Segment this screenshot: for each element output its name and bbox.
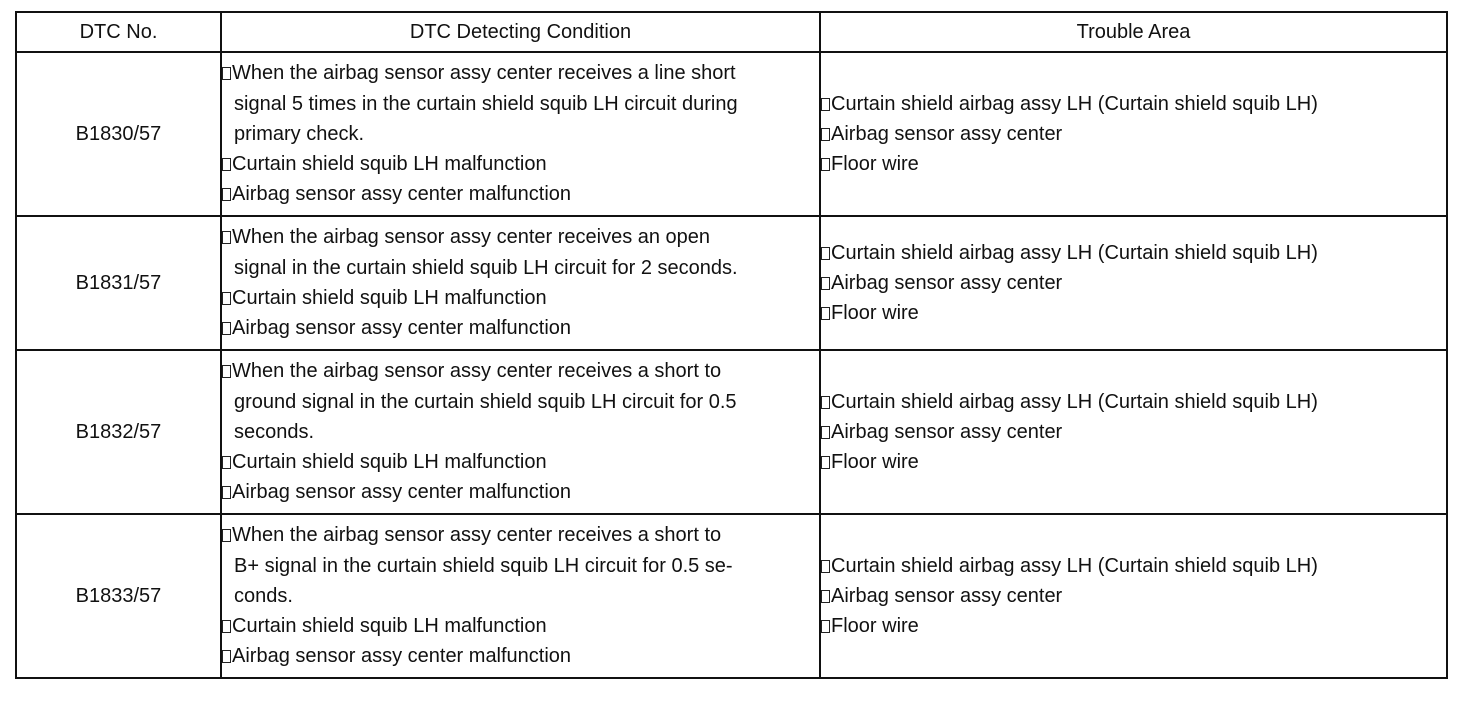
dtc-code: B1831/57 — [16, 216, 221, 350]
trouble-area-item: Airbag sensor assy center — [821, 268, 1446, 298]
checkbox-square-icon — [821, 158, 830, 171]
table-row — [16, 514, 1447, 678]
condition-item: Curtain shield squib LH malfunction — [222, 447, 819, 477]
condition-item: Curtain shield squib LH malfunction — [222, 283, 819, 313]
detecting-condition-cell — [221, 216, 820, 350]
checkbox-square-icon — [821, 247, 830, 260]
trouble-area-cell — [820, 514, 1447, 678]
condition-item: Airbag sensor assy center malfunction — [222, 313, 819, 343]
condition-continuation: conds. — [234, 584, 293, 607]
trouble-area-cell — [820, 216, 1447, 350]
checkbox-square-icon — [222, 650, 231, 663]
trouble-area-item: Floor wire — [821, 298, 1446, 328]
checkbox-square-icon — [222, 529, 231, 542]
checkbox-square-icon — [222, 67, 231, 80]
trouble-area-item: Airbag sensor assy center — [821, 119, 1446, 149]
condition-item: When the airbag sensor assy center receives a short to — [222, 356, 819, 386]
checkbox-square-icon — [821, 98, 830, 111]
checkbox-square-icon — [821, 560, 830, 573]
header-trouble-area: Trouble Area — [820, 12, 1447, 52]
condition-continuation: primary check. — [234, 122, 365, 145]
condition-item: When the airbag sensor assy center receives an open — [222, 222, 819, 252]
detecting-condition-cell — [221, 52, 820, 216]
trouble-area-item: Floor wire — [821, 149, 1446, 179]
trouble-area-item: Curtain shield airbag assy LH (Curtain shield squib LH) — [821, 89, 1446, 119]
checkbox-square-icon — [821, 620, 830, 633]
trouble-area-cell — [820, 350, 1447, 514]
condition-item: Airbag sensor assy center malfunction — [222, 179, 819, 209]
condition-continuation: ground signal in the curtain shield squib LH circuit for 0.5 — [234, 390, 737, 413]
header-row — [16, 12, 1447, 52]
checkbox-square-icon — [222, 158, 231, 171]
checkbox-square-icon — [821, 396, 830, 409]
trouble-area-cell — [820, 52, 1447, 216]
trouble-area-item: Curtain shield airbag assy LH (Curtain shield squib LH) — [821, 238, 1446, 268]
checkbox-square-icon — [222, 456, 231, 469]
checkbox-square-icon — [821, 590, 830, 603]
condition-item: Curtain shield squib LH malfunction — [222, 611, 819, 641]
trouble-area-item: Airbag sensor assy center — [821, 417, 1446, 447]
header-detecting-condition: DTC Detecting Condition — [221, 12, 820, 52]
trouble-area-item: Floor wire — [821, 447, 1446, 477]
trouble-area-item: Airbag sensor assy center — [821, 581, 1446, 611]
table-row — [16, 350, 1447, 514]
checkbox-square-icon — [222, 188, 231, 201]
dtc-code: B1830/57 — [16, 52, 221, 216]
table-row — [16, 216, 1447, 350]
dtc-code: B1832/57 — [16, 350, 221, 514]
condition-continuation: B+ signal in the curtain shield squib LH circuit for 0.5 se- — [234, 554, 733, 577]
checkbox-square-icon — [222, 231, 231, 244]
condition-item: Airbag sensor assy center malfunction — [222, 477, 819, 507]
condition-item: When the airbag sensor assy center receives a line short — [222, 58, 819, 88]
checkbox-square-icon — [821, 426, 830, 439]
checkbox-square-icon — [222, 322, 231, 335]
condition-continuation: signal 5 times in the curtain shield squib LH circuit during — [234, 92, 738, 115]
detecting-condition-cell — [221, 350, 820, 514]
condition-item: Curtain shield squib LH malfunction — [222, 149, 819, 179]
trouble-area-item: Curtain shield airbag assy LH (Curtain shield squib LH) — [821, 551, 1446, 581]
trouble-area-item: Curtain shield airbag assy LH (Curtain shield squib LH) — [821, 387, 1446, 417]
checkbox-square-icon — [821, 128, 830, 141]
checkbox-square-icon — [222, 620, 231, 633]
condition-item: When the airbag sensor assy center receives a short to — [222, 520, 819, 550]
table-row — [16, 52, 1447, 216]
checkbox-square-icon — [821, 456, 830, 469]
checkbox-square-icon — [821, 307, 830, 320]
checkbox-square-icon — [222, 486, 231, 499]
trouble-area-item: Floor wire — [821, 611, 1446, 641]
condition-continuation: signal in the curtain shield squib LH circuit for 2 seconds. — [234, 256, 738, 279]
dtc-code: B1833/57 — [16, 514, 221, 678]
checkbox-square-icon — [222, 292, 231, 305]
header-dtc-no: DTC No. — [16, 12, 221, 52]
dtc-table — [15, 11, 1448, 679]
condition-continuation: seconds. — [234, 420, 315, 443]
detecting-condition-cell — [221, 514, 820, 678]
checkbox-square-icon — [222, 365, 231, 378]
condition-item: Airbag sensor assy center malfunction — [222, 641, 819, 671]
checkbox-square-icon — [821, 277, 830, 290]
